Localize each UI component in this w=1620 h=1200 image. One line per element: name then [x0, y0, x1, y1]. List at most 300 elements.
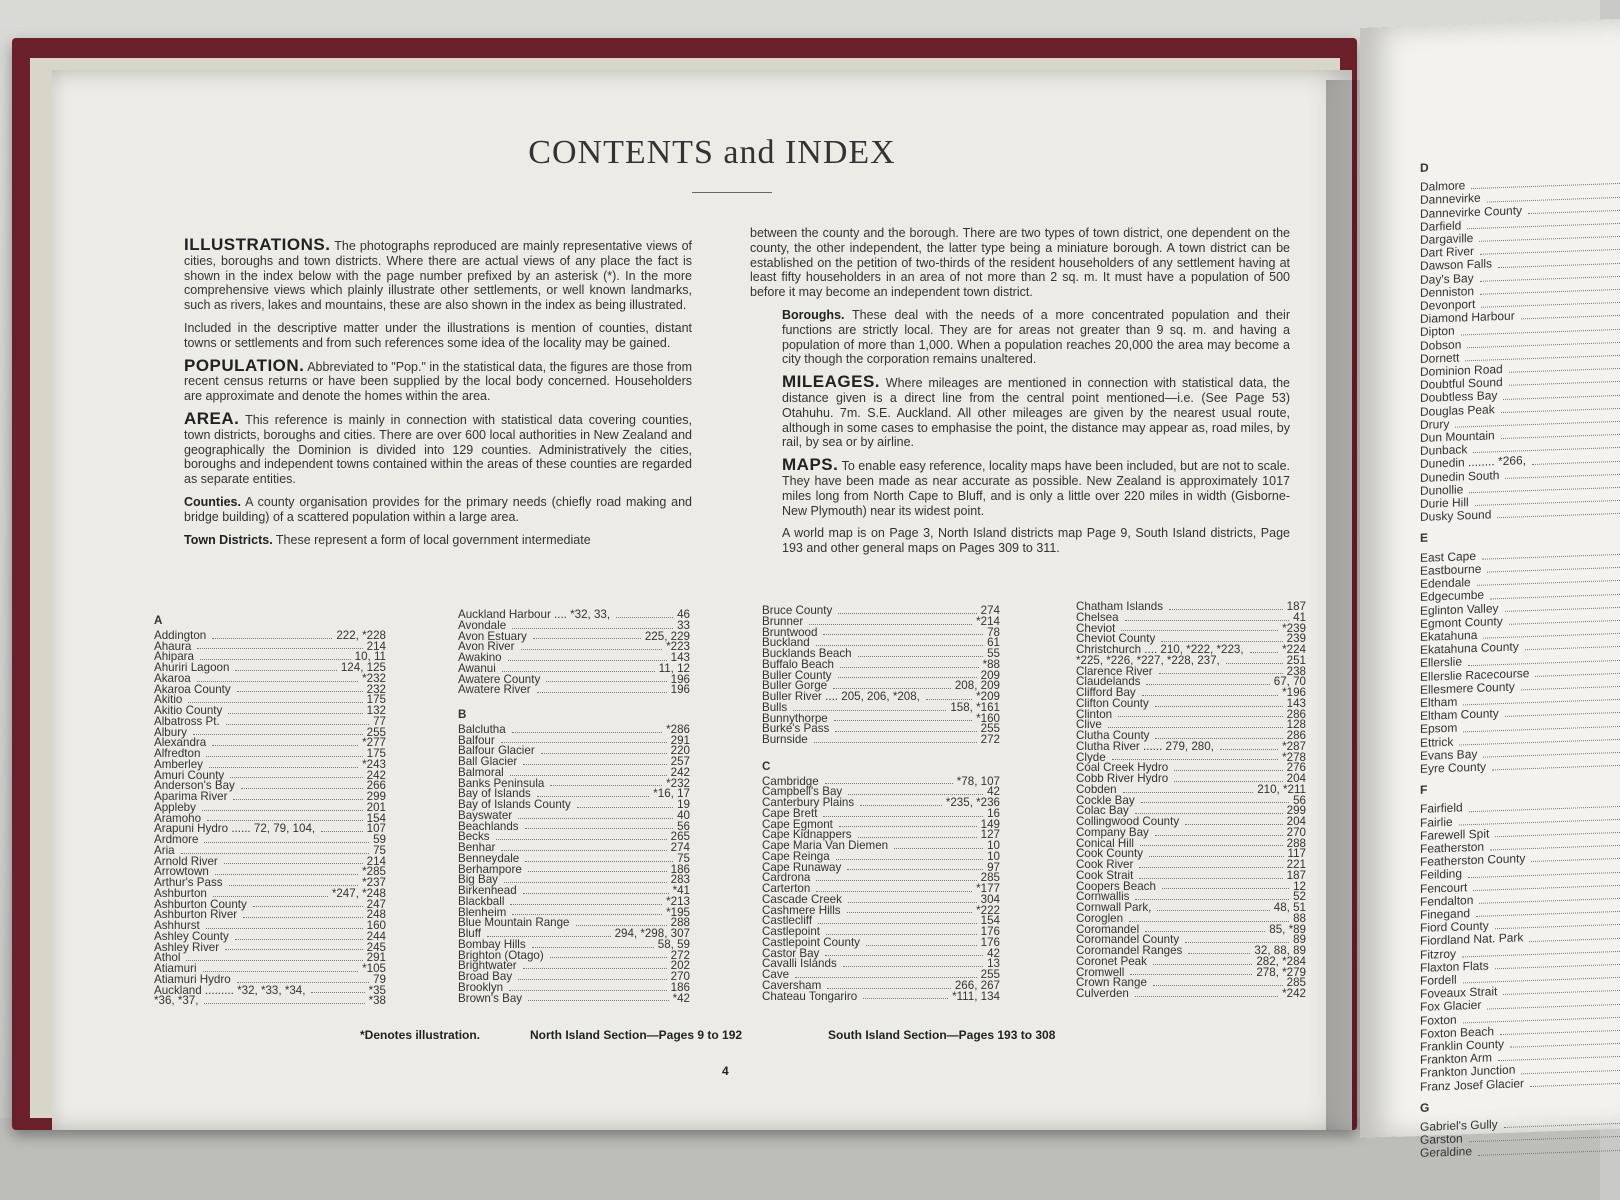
counties-heading: Counties. [184, 494, 241, 509]
dot-leader [510, 897, 662, 905]
index-entry-name: Ahipara [154, 650, 194, 664]
boroughs-heading: Boroughs. [782, 307, 845, 322]
index-entry-pages: 204 [1286, 772, 1306, 785]
index-column-3 [762, 606, 1000, 1002]
dot-leader [537, 789, 649, 797]
index-entry-pages: 278, *279 [1256, 965, 1306, 979]
index-entry-name: Buffalo Beach [762, 657, 834, 671]
index-entry-pages: *38 [368, 994, 386, 1008]
index-entry-name: Arapuni Hydro ...... 72, 79, 104, [154, 822, 316, 836]
index-entry-pages: 209 [980, 668, 1000, 682]
index-letter-a: A [154, 614, 163, 627]
index-entry-name: Eltham County [1420, 706, 1499, 724]
index-entry-name: Chatham Islands [1076, 600, 1163, 613]
index-entry-pages: 56 [677, 819, 690, 833]
index-entry-pages: 42 [987, 785, 1000, 799]
index-entry-name: Durie Hill [1420, 495, 1469, 511]
index-entry [458, 819, 690, 833]
index-entry-pages: 128 [1286, 718, 1306, 732]
index-entry [1076, 739, 1306, 753]
dot-leader [816, 884, 972, 892]
index-entry-pages: 245 [366, 940, 386, 954]
dot-leader [496, 832, 667, 840]
index-entry-pages: 276 [1286, 761, 1306, 775]
dot-leader [1140, 839, 1283, 847]
index-entry-name: Company Bay [1076, 825, 1149, 839]
dot-leader [1125, 613, 1290, 621]
index-entry-pages: 272 [670, 948, 690, 962]
index-entry-name: Clutha County [1076, 729, 1150, 742]
index-entry-name: Fitzroy [1420, 946, 1456, 962]
index-entry-pages: 294, *298, 307 [614, 927, 690, 940]
index-entry [154, 940, 386, 954]
dot-leader [521, 642, 663, 650]
illustrations-text-2: Included in the descriptive matter under the illustrations is mention of counties, distant towns or settlements and from such references some idea of the locality may be gained. [184, 320, 692, 350]
index-entry [762, 959, 1000, 970]
index-entry-name: Atiamuri [154, 962, 197, 975]
index-column-2 [458, 610, 690, 1004]
dot-leader [838, 606, 976, 614]
mileages-heading: MILEAGES. [782, 372, 881, 392]
dot-leader [848, 787, 983, 795]
index-entry-name: Castlepoint County [762, 935, 860, 949]
dot-leader [795, 970, 977, 978]
index-entry-pages: *16, 17 [653, 787, 690, 801]
area-heading: AREA. [184, 408, 240, 428]
index-entry-pages: 78 [987, 625, 1000, 639]
index-entry-name: Amuri County [154, 768, 225, 782]
index-entry-name: Buller River .... 205, 206, *208, [762, 690, 920, 703]
dot-leader [833, 681, 951, 689]
index-entry-name: Bruce County [762, 604, 833, 617]
dot-leader [1169, 602, 1283, 610]
index-entry-pages: 186 [670, 862, 690, 876]
index-entry-name: Atiamuri Hydro [154, 972, 231, 986]
dot-leader [512, 908, 662, 916]
index-entry-pages: 143 [1286, 696, 1306, 710]
dot-leader [1135, 892, 1289, 900]
index-entry-name: Dannevirke County [1420, 202, 1523, 221]
dot-leader [532, 940, 654, 948]
index-entry-name: Awanui [458, 661, 496, 675]
dot-leader [1135, 806, 1283, 814]
dot-leader [843, 959, 983, 967]
index-entry [1076, 707, 1306, 721]
index-entry-name: Cave [762, 968, 790, 981]
index-entry-pages: 204 [1286, 815, 1306, 828]
index-entry-name: Dannevirke [1420, 191, 1481, 208]
index-entry-name: Burke's Pass [762, 722, 830, 736]
dot-leader [894, 841, 983, 849]
index-entry-name: Auckland ......... *32, *33, *34, [154, 983, 306, 997]
dot-leader [1139, 871, 1282, 879]
index-entry-pages: 244 [366, 929, 386, 943]
dot-leader [197, 642, 362, 650]
index-entry-name: Aparima River [154, 790, 228, 803]
dot-leader [1226, 656, 1283, 664]
index-letter-f: F [1420, 782, 1428, 798]
index-entry-pages: 286 [1286, 729, 1306, 742]
dot-leader [1149, 849, 1283, 857]
index-entry-name: Ekatahuna County [1420, 639, 1519, 658]
index-entry-name: Chelsea [1076, 610, 1119, 624]
dot-leader [501, 843, 666, 851]
index-entry-pages: 40 [677, 808, 690, 822]
index-entry-name: Fiord County [1420, 918, 1489, 936]
dot-leader [1139, 860, 1282, 868]
index-entry-name: Auckland Harbour .... *32, 33, [458, 608, 611, 621]
index-entry-pages: 288 [670, 916, 690, 930]
dot-leader [847, 863, 983, 871]
index-entry-name: Brightwater [458, 959, 517, 973]
index-entry [762, 735, 1000, 746]
index-entry-name: Crown Range [1076, 976, 1147, 990]
index-entry-pages: 266 [366, 779, 386, 793]
index-entry-pages: 196 [670, 672, 690, 686]
index-entry-name: Fordell [1420, 972, 1457, 988]
index-entry-pages: *105 [362, 962, 386, 975]
index-entry-name: Eastbourne [1420, 561, 1482, 578]
dot-leader [1525, 637, 1620, 651]
index-entry-pages: 85, *89 [1269, 922, 1306, 936]
index-entry-name: Garston [1420, 1131, 1463, 1148]
index-entry [154, 835, 386, 846]
index-entry-pages: *222 [976, 903, 1000, 917]
index-entry-name: Bluff [458, 927, 481, 940]
dot-leader [839, 820, 977, 828]
index-entry-name: Fiordland Nat. Park [1420, 930, 1524, 949]
index-entry-pages: 41 [1293, 610, 1306, 624]
index-entry-name: Bulls [762, 700, 788, 714]
index-entry-pages: 143 [670, 651, 690, 664]
index-entry [458, 685, 690, 696]
dot-leader [212, 631, 332, 639]
index-entry-name: Akitio County [154, 704, 223, 717]
index-entry-pages: *239 [1282, 621, 1306, 635]
index-entry-name: Bombay Hills [458, 937, 526, 951]
dot-leader [840, 660, 979, 668]
index-entry-pages: 222, *228 [336, 628, 386, 642]
index-entry-name: Flaxton Flats [1420, 958, 1489, 975]
dot-leader [253, 900, 363, 908]
index-entry-pages: 272 [980, 733, 1000, 746]
index-entry-pages: *237 [362, 876, 386, 889]
index-entry-pages: 270 [1286, 825, 1306, 839]
dot-leader [1250, 645, 1279, 653]
dot-leader [550, 951, 667, 959]
index-entry-name: Amberley [154, 757, 203, 771]
dot-leader [847, 906, 973, 914]
index-entry-name: Franz Josef Glacier [1420, 1075, 1525, 1094]
index-entry-name: Evans Bay [1420, 746, 1478, 763]
dot-leader [533, 632, 641, 640]
index-entry-pages: 221 [1286, 858, 1306, 871]
index-entry-name: Addington [154, 628, 207, 642]
index-entry-name: Dawson Falls [1420, 256, 1493, 274]
index-entry-pages: 79 [373, 972, 386, 986]
index-entry-name: Buckland [762, 636, 810, 650]
index-entry-name: Cornwallis [1076, 890, 1130, 904]
dot-leader [809, 617, 972, 625]
index-entry-pages: 13 [987, 957, 1000, 971]
index-entry-pages: 149 [980, 817, 1000, 831]
dot-leader [858, 649, 984, 657]
index-entry-pages: 154 [366, 811, 386, 825]
index-entry-name: Day's Bay [1420, 270, 1474, 287]
maps-heading: MAPS. [782, 455, 839, 475]
index-entry-pages: *242 [1282, 987, 1306, 1000]
index-entry-pages: *286 [666, 722, 690, 736]
dot-leader [818, 916, 977, 924]
index-entry-pages: 97 [987, 860, 1000, 874]
dot-leader [508, 653, 667, 661]
index-entry-pages: 55 [987, 647, 1000, 660]
dot-leader [616, 610, 673, 618]
index-entry-pages: 257 [670, 755, 690, 768]
index-entry-name: Dominion Road [1420, 362, 1503, 379]
index-entry-name: Clifton County [1076, 696, 1149, 710]
dot-leader [523, 757, 666, 765]
index-entry-pages: 285 [1286, 976, 1306, 990]
index-entry-name: Becks [458, 830, 490, 844]
index-entry-name: Bay of Islands [458, 787, 531, 801]
dot-leader [235, 932, 363, 940]
index-entry-name: Clive [1076, 718, 1102, 732]
index-entry-name: Burnside [762, 733, 808, 746]
dot-leader [518, 811, 673, 819]
dot-leader [1121, 624, 1278, 632]
index-entry-name: Albury [154, 725, 187, 739]
index-entry-name: Balfour [458, 733, 495, 747]
dot-leader [311, 986, 364, 994]
index-entry-pages: *41 [672, 884, 690, 897]
dot-leader [835, 724, 976, 732]
index-entry-pages: *243 [362, 757, 386, 771]
index-entry-name: Cape Maria Van Diemen [762, 839, 889, 852]
dot-leader [1155, 731, 1282, 739]
index-entry [154, 996, 386, 1007]
dot-leader [863, 992, 948, 1000]
index-entry-pages: 202 [670, 959, 690, 973]
index-entry-pages: *88 [982, 657, 1000, 671]
index-entry-name: Eglinton Valley [1420, 600, 1499, 618]
index-entry-name: Campbell's Bay [762, 785, 843, 799]
index-entry-pages: 239 [1286, 632, 1306, 646]
index-entry-name: Clifford Bay [1076, 686, 1136, 699]
index-entry-name: Dobson [1420, 337, 1462, 353]
index-entry-name: Albatross Pt. [154, 714, 220, 728]
index-entry-name: Cook River [1076, 858, 1134, 871]
index-column-1 [154, 610, 386, 1007]
index-letter-g: G [1420, 1100, 1430, 1115]
index-entry-name: Cobden [1076, 782, 1117, 796]
index-entry-name: Conical Hill [1076, 836, 1134, 850]
dot-leader [1528, 201, 1620, 214]
dot-leader [188, 695, 362, 703]
dot-leader [213, 889, 328, 897]
index-entry-name: Egmont County [1420, 613, 1503, 631]
dot-leader [1185, 817, 1283, 825]
index-entry-name: Geraldine [1420, 1144, 1473, 1161]
index-entry-name: Ahaura [154, 639, 192, 653]
index-entry-name: Benneydale [458, 851, 520, 865]
index-entry-name: Avon Estuary [458, 629, 527, 643]
index-entry-pages: 274 [980, 604, 1000, 617]
index-entry-name: Blackball [458, 894, 505, 908]
dot-leader [858, 830, 977, 838]
index-entry-pages: 285 [980, 871, 1000, 885]
index-entry-name: Avondale [458, 618, 507, 632]
index-entry-name: Canterbury Plains [762, 796, 855, 809]
index-entry-pages: *278 [1282, 750, 1306, 764]
index-entry-name: Caversham [762, 978, 822, 992]
index-entry-name: Culverden [1076, 987, 1129, 1000]
boroughs-text: These deal with the needs of a more concentrated population and their functions are strictly local. They are for areas not greater than 9 sq. m. and having a population of more than 1,000. When a population reaches 20,000 the area may become a city though the corporation remains unaltered. [782, 307, 1290, 367]
dot-leader [1531, 849, 1620, 862]
index-entry-name: Dunollie [1420, 482, 1464, 498]
index-entry-pages: 187 [1286, 600, 1306, 613]
index-entry-name: Feilding [1420, 866, 1463, 883]
index-entry-name: Balclutha [458, 722, 506, 736]
index-entry-name: Doubtful Sound [1420, 375, 1503, 393]
index-entry-pages: *213 [666, 894, 690, 908]
dot-leader [523, 886, 669, 894]
index-entry-pages: *214 [976, 614, 1000, 628]
dot-leader [203, 964, 359, 972]
index-entry-name: Ekatahuna [1420, 627, 1478, 644]
index-entry-name: Dunedin ........ *266, [1420, 453, 1527, 472]
dot-leader [1162, 882, 1289, 890]
index-entry-name: Bucklands Beach [762, 647, 852, 660]
index-entry-name: Foxton Beach [1420, 1024, 1495, 1041]
dot-leader [1153, 957, 1252, 965]
index-entry-name: Brighton (Otago) [458, 948, 544, 962]
index-entry-name: Cornwall Park, [1076, 901, 1152, 914]
index-entry-name: Cavalli Islands [762, 957, 837, 971]
index-entry-pages: *232 [666, 776, 690, 790]
dot-leader [1135, 989, 1278, 997]
dot-leader [501, 736, 667, 744]
index-entry-name: Cashmere Hills [762, 903, 841, 917]
index-entry-name: Cape Egmont [762, 817, 833, 831]
index-entry-name: Clarence River [1076, 664, 1153, 678]
dot-leader [1108, 720, 1283, 728]
index-entry-name: Arnold River [154, 854, 218, 868]
index-entry-name: Birkenhead [458, 884, 517, 897]
index-entry-pages: 158, *161 [950, 700, 1000, 714]
index-entry-name: Balfour Glacier [458, 744, 535, 758]
dot-leader [228, 706, 362, 714]
index-entry-name: Ellesmere County [1420, 679, 1515, 697]
index-entry-name: Dart River [1420, 244, 1475, 261]
index-entry-pages: 127 [980, 828, 1000, 842]
dot-leader [1118, 710, 1283, 718]
index-entry-name: Darfield [1420, 218, 1462, 234]
index-entry-name: Cape Runaway [762, 860, 842, 874]
dot-leader [1129, 914, 1289, 922]
footer-south-island: South Island Section—Pages 193 to 308 [828, 1028, 1056, 1042]
index-entry-name: Chateau Tongariro [762, 989, 858, 1003]
index-entry-pages: 291 [366, 951, 386, 965]
index-entry-name: Bayswater [458, 808, 513, 822]
index-entry-pages: 61 [987, 636, 1000, 650]
dot-leader [550, 779, 662, 787]
index-entry-name: Alexandra [154, 736, 207, 750]
index-entry-pages: 286 [1286, 707, 1306, 721]
index-entry-name: Cambridge [762, 774, 819, 788]
dot-leader [1159, 667, 1283, 675]
dot-leader [1188, 946, 1250, 954]
index-entry-pages: 265 [670, 830, 690, 844]
index-entry-pages: 282, *284 [1256, 954, 1306, 968]
index-entry-pages: 270 [670, 970, 690, 983]
index-entry-pages: 48, 51 [1273, 901, 1306, 914]
index-entry-pages: *42 [672, 991, 690, 1005]
index-entry-pages: 251 [1286, 653, 1306, 667]
index-entry-name: Eltham [1420, 694, 1458, 710]
dot-leader [848, 895, 977, 903]
index-entry-name: Benhar [458, 841, 496, 854]
dot-leader [202, 803, 363, 811]
index-entry-name: Cobb River Hydro [1076, 772, 1169, 785]
index-entry-name: Edgecumbe [1420, 587, 1485, 605]
dot-leader [233, 792, 362, 800]
index-entry-pages: *235, *236 [945, 796, 1000, 809]
index-entry-name: Doubtless Bay [1420, 388, 1498, 406]
dot-leader [826, 927, 977, 935]
dot-leader [512, 725, 662, 733]
index-entry-name: Ahuriri Lagoon [154, 661, 230, 674]
index-entry [154, 714, 386, 728]
area-text: This reference is mainly in connection with statistical data covering counties, town districts, boroughs and cities. There are over 600 local authorities in New Zealand and geographically the Dominion is divided into 129 counties. Administratively the cities, boroughs and independent towns contained within the areas of these counties are regarded as separate entities. [184, 412, 692, 487]
dot-leader [546, 675, 666, 683]
dot-leader [866, 938, 977, 946]
index-entry-name: Big Bay [458, 873, 498, 887]
dot-leader [204, 835, 369, 843]
index-entry-name: Ashburton [154, 886, 207, 900]
index-entry-name: Coromandel Ranges [1076, 944, 1183, 957]
index-entry-name: Cardrona [762, 871, 811, 885]
index-entry-pages: 248 [366, 908, 386, 922]
dot-leader [1504, 1114, 1620, 1128]
dot-leader [241, 781, 363, 789]
index-entry-pages: 288 [1286, 836, 1306, 850]
dot-leader [793, 703, 946, 711]
index-entry-pages: 154 [980, 914, 1000, 928]
dot-leader [525, 822, 674, 830]
dot-leader [186, 953, 362, 961]
title-rule [692, 192, 772, 193]
index-entry-pages: 77 [373, 714, 386, 728]
dot-leader [1130, 968, 1252, 976]
index-entry-pages: 59 [373, 833, 386, 846]
dot-leader [1141, 796, 1289, 804]
index-entry-name: Clutha River ...... 279, 280, [1076, 739, 1214, 753]
dot-leader [243, 910, 363, 918]
dot-leader [1532, 451, 1620, 464]
dot-leader [577, 800, 673, 808]
index-entry-name: Franklin County [1420, 1036, 1505, 1054]
index-entry-pages: 52 [1293, 890, 1306, 904]
dot-leader [487, 929, 611, 937]
index-entry-name: Featherston County [1420, 851, 1526, 870]
dot-leader [197, 674, 358, 682]
dot-leader [926, 692, 972, 700]
index-entry-name: Ashburton River [154, 908, 238, 922]
index-entry-pages: 132 [366, 704, 386, 717]
dot-leader [1174, 774, 1283, 782]
index-entry-name: Frankton Junction [1420, 1062, 1516, 1081]
